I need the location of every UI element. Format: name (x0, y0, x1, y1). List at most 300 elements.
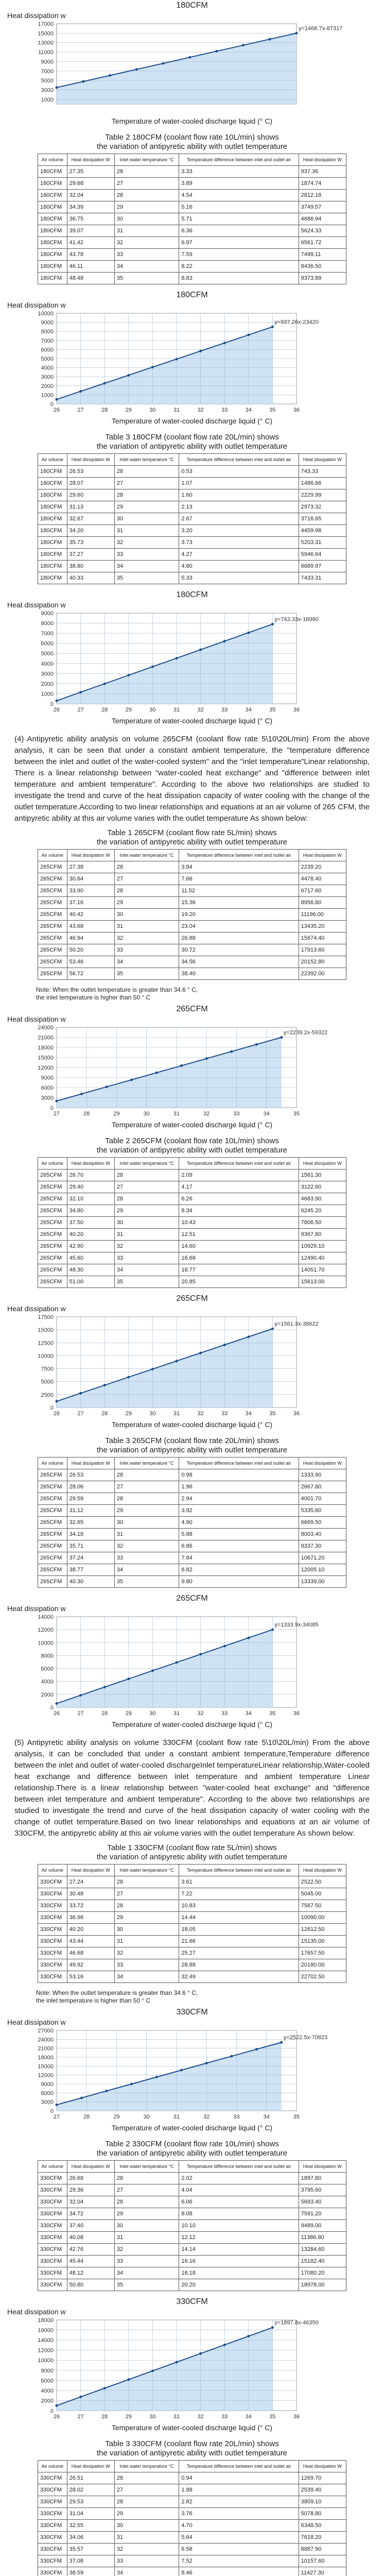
table-cell: 33 (114, 549, 179, 561)
table-cell: 6.58 (179, 2544, 299, 2555)
table-cell: 20.85 (179, 1276, 299, 1288)
table-cell: 2667.80 (299, 1481, 346, 1493)
table-cell: 330CFM (38, 1947, 67, 1959)
x-tick-label: 30 (143, 2114, 150, 2120)
table-cell: 20.20 (179, 2279, 299, 2291)
table-header-cell: Heat dissipation W (67, 2161, 114, 2173)
table-cell: 265CFM (38, 897, 67, 909)
table-cell: 13284.60 (299, 2244, 346, 2256)
table-cell: 33 (114, 944, 179, 956)
trendline-equation: y=1333.9x-34085 (274, 1622, 319, 1629)
table-header-row (38, 1158, 346, 1170)
table-row (38, 1229, 346, 1241)
table-cell: 265CFM (38, 1529, 67, 1540)
table-cell: 3.73 (179, 537, 299, 549)
table-cell: 32 (114, 2544, 179, 2555)
data-point (280, 1036, 283, 1039)
table-row (38, 1193, 346, 1205)
table-header-cell: Air volume (38, 154, 67, 166)
table-cell: 30 (114, 909, 179, 921)
table-cell: 265CFM (38, 956, 67, 968)
table-cell: 34 (114, 261, 179, 273)
table-cell: 180CFM (38, 489, 67, 501)
table-cell: 32 (114, 2244, 179, 2256)
table-cell: 330CFM (38, 2567, 67, 2576)
data-point (230, 2055, 233, 2058)
table-cell: 34 (114, 1971, 179, 1983)
data-point (247, 1637, 250, 1639)
data-point (79, 2396, 82, 2398)
x-tick-label: 26 (53, 1710, 60, 1717)
table-cell: 8.82 (179, 1564, 299, 1576)
x-tick-label: 30 (149, 1710, 156, 1717)
table-cell: 21.66 (179, 1936, 299, 1947)
table-row (38, 525, 346, 537)
x-tick-label: 30 (149, 707, 156, 713)
table-cell: 265CFM (38, 1552, 67, 1564)
table-cell: 35 (114, 1576, 179, 1588)
table-header-cell: Heat dissipation W (299, 2161, 346, 2173)
y-tick-label: 6000 (41, 1085, 54, 1091)
table-cell: 27.38 (67, 861, 114, 873)
y-tick-label: 1000 (41, 392, 54, 399)
table-cell: 35.73 (67, 537, 114, 549)
table-cell: 12.12 (179, 2232, 299, 2244)
x-tick-label: 31 (173, 1710, 180, 1717)
table-cell: 14.44 (179, 1912, 299, 1924)
table-cell: 4.17 (179, 1181, 299, 1193)
data-point (205, 1057, 208, 1060)
table-cell: 12005.10 (299, 1564, 346, 1576)
data-point (56, 1100, 58, 1103)
chart-svg (0, 2316, 384, 2424)
table-cell: 27.35 (67, 166, 114, 178)
x-tick-label: 28 (83, 2114, 90, 2120)
chart-ylabel: Heat dissipation w (7, 1604, 66, 1613)
table-row (38, 1264, 346, 1276)
chart-xlabel: Temperature of water-cooled discharge liquid (° C) (111, 2424, 273, 2432)
data-point (56, 398, 58, 401)
x-tick-label: 32 (203, 2114, 210, 2120)
x-tick-label: 31 (173, 707, 180, 713)
table-row (38, 2567, 346, 2576)
table-cell: 265CFM (38, 1540, 67, 1552)
table-row (38, 249, 346, 261)
table-row (38, 261, 346, 273)
table-row (38, 2484, 346, 2496)
data-point (56, 2404, 58, 2407)
table-cell: 3.84 (179, 861, 299, 873)
table-cell: 13339.00 (299, 1576, 346, 1588)
table-cell: 265CFM (38, 1229, 67, 1241)
table-cell: 17913.60 (299, 944, 346, 956)
table-cell: 28 (114, 1900, 179, 1912)
table-header-cell: Temperature difference between inlet and outlet air (179, 1865, 299, 1876)
table-cell: 43.44 (67, 1936, 114, 1947)
table-cell: 0.94 (179, 2472, 299, 2484)
table-cell: 31 (114, 921, 179, 933)
table-row (38, 1947, 346, 1959)
data-point (103, 382, 106, 384)
chart-title: 330CFM (176, 2008, 208, 2016)
table-row (38, 2196, 346, 2208)
table-header-cell: Air volume (38, 2161, 67, 2173)
table-cell: 53.46 (67, 956, 114, 968)
data-point (176, 657, 178, 659)
x-tick-label: 28 (101, 407, 108, 413)
chart-title: 330CFM (176, 2297, 208, 2306)
table-row (38, 213, 346, 225)
data-point (180, 2069, 183, 2072)
table-cell: 9367.80 (299, 1229, 346, 1241)
table-row (38, 1936, 346, 1947)
table-row (38, 921, 346, 933)
table-row (38, 273, 346, 284)
table-row (38, 1276, 346, 1288)
table-cell: 6689.97 (299, 561, 346, 572)
table-cell: 28.06 (67, 1481, 114, 1493)
y-tick-label: 0 (50, 2408, 54, 2414)
table-cell: 2.67 (179, 513, 299, 525)
table-cell: 31 (114, 2232, 179, 2244)
table-cell: 31.04 (67, 2508, 114, 2520)
table-header-cell: Inlet water temperature °C (114, 454, 179, 466)
data-point (109, 74, 111, 77)
table-row (38, 944, 346, 956)
data-point (223, 1344, 226, 1346)
y-tick-label: 0 (50, 1105, 54, 1111)
y-tick-label: 2000 (41, 681, 54, 687)
table-cell: 37.50 (67, 1217, 114, 1229)
table-row (38, 873, 346, 885)
table-row (38, 1217, 346, 1229)
table-cell: 3.89 (179, 178, 299, 190)
data-point (271, 326, 274, 328)
table-cell: 330CFM (38, 1936, 67, 1947)
table-cell: 27 (114, 2184, 179, 2196)
table-cell: 0.98 (179, 1469, 299, 1481)
table-cell: 32.04 (67, 2196, 114, 2208)
y-tick-label: 5000 (41, 651, 54, 657)
data-point (151, 1368, 154, 1370)
table-cell: 2.09 (179, 1170, 299, 1181)
y-tick-label: 14000 (38, 1614, 54, 1620)
table-cell: 33.72 (67, 1900, 114, 1912)
table-cell: 265CFM (38, 1469, 67, 1481)
table-cell: 29 (114, 501, 179, 513)
table-cell: 5.71 (179, 213, 299, 225)
table-cell: 265CFM (38, 1576, 67, 1588)
table-header-cell: Heat dissipation W (67, 154, 114, 166)
table-row (38, 1529, 346, 1540)
chart-xlabel: Temperature of water-cooled discharge liquid (° C) (111, 717, 273, 725)
table-row (38, 1552, 346, 1564)
x-tick-label: 27 (53, 1111, 60, 1117)
table-cell: 32.49 (179, 1971, 299, 1983)
table-cell: 18.77 (179, 1264, 299, 1276)
data-point (247, 1335, 250, 1338)
table-cell: 40.08 (67, 2232, 114, 2244)
table-cell: 29.53 (67, 2496, 114, 2508)
table-cell: 38.80 (67, 561, 114, 572)
y-tick-label: 16000 (38, 2327, 54, 2334)
y-tick-label: 18000 (38, 2055, 54, 2061)
table-cell: 1897.80 (299, 2173, 346, 2184)
x-tick-label: 32 (203, 1111, 210, 1117)
table-cell: 7806.50 (299, 1217, 346, 1229)
table-cell: 37.16 (67, 897, 114, 909)
table-cell: 265CFM (38, 1564, 67, 1576)
y-tick-label: 9000 (41, 2081, 54, 2088)
table-header-cell: Heat dissipation W (67, 1865, 114, 1876)
table-cell: 29 (114, 2508, 179, 2520)
data-point (205, 2062, 208, 2064)
data-point (199, 1352, 202, 1354)
table-cell: 30 (114, 213, 179, 225)
chart-title: 180CFM (176, 291, 208, 299)
x-tick-label: 27 (53, 2114, 60, 2120)
data-point (199, 649, 202, 651)
table-row (38, 549, 346, 561)
chart-svg (0, 20, 384, 117)
table-cell: 8.83 (179, 273, 299, 284)
table-cell: 7618.20 (299, 2532, 346, 2544)
table-cell: 33 (114, 1959, 179, 1971)
chart-f3 (0, 590, 384, 730)
table-row (38, 166, 346, 178)
table-cell: 3749.57 (299, 201, 346, 213)
table-row (38, 2532, 346, 2544)
x-tick-label: 26 (53, 1411, 60, 1417)
table-cell: 34 (114, 2267, 179, 2279)
data-point (82, 80, 84, 83)
table-cell: 31.13 (67, 501, 114, 513)
data-point (199, 2352, 202, 2355)
table-header-row (38, 154, 346, 166)
data-point (271, 1629, 274, 1631)
table-cell: 34.39 (67, 201, 114, 213)
y-tick-label: 5000 (41, 78, 54, 84)
table-cell: 1.88 (179, 2484, 299, 2496)
table-header-cell: Temperature difference between inlet and outlet air (179, 154, 299, 166)
table-header-cell: Heat dissipation W (299, 1865, 346, 1876)
y-tick-label: 2000 (41, 383, 54, 389)
table-row (38, 1540, 346, 1552)
x-tick-label: 35 (269, 407, 276, 413)
table-cell: 265CFM (38, 944, 67, 956)
chart-ylabel: Heat dissipation w (7, 601, 66, 609)
table-cell: 1333.90 (299, 1469, 346, 1481)
table-cell: 743.33 (299, 466, 346, 478)
table-row (38, 1505, 346, 1517)
table-header-cell: Heat dissipation W (299, 2461, 346, 2472)
x-tick-label: 34 (245, 1710, 252, 1717)
trendline-equation: y=2239.2x-59322 (283, 1029, 328, 1036)
trendline-equation: y=743.33x-18980 (274, 616, 319, 623)
table-cell: 3.33 (179, 166, 299, 178)
table-cell: 3795.60 (299, 2184, 346, 2196)
x-tick-label: 32 (197, 1710, 204, 1717)
table-cell: 330CFM (38, 1900, 67, 1912)
table-row (38, 1924, 346, 1936)
table-header-cell: Heat dissipation W (67, 850, 114, 861)
x-tick-label: 36 (293, 407, 300, 413)
table-cell: 10929.10 (299, 1241, 346, 1252)
table-cell: 3.76 (179, 2508, 299, 2520)
data-point (176, 358, 178, 360)
table-cell: 8003.40 (299, 1529, 346, 1540)
table-caption: Table 3 180CFM (coolant flow rate 20L/min) shows the variation of antipyretic ability with outlet temperature (96, 433, 288, 451)
table-cell: 34 (114, 956, 179, 968)
y-tick-label: 15000 (38, 30, 54, 37)
table-cell: 330CFM (38, 2220, 67, 2232)
table-cell: 35 (114, 1276, 179, 1288)
table-cell: 27 (114, 478, 179, 489)
y-tick-label: 21000 (38, 1035, 54, 1041)
table-cell: 3.92 (179, 1505, 299, 1517)
table-cell: 9373.89 (299, 273, 346, 284)
table-cell: 15613.00 (299, 1276, 346, 1288)
table-cell: 17080.20 (299, 2267, 346, 2279)
y-tick-label: 6000 (41, 1666, 54, 1672)
table-cell: 265CFM (38, 933, 67, 944)
x-tick-label: 32 (197, 707, 204, 713)
table-cell: 31 (114, 225, 179, 237)
table-cell: 32 (114, 237, 179, 249)
table-header-cell: Heat dissipation W (299, 154, 346, 166)
y-tick-label: 9000 (41, 59, 54, 65)
table-cell: 29 (114, 1205, 179, 1217)
table-cell: 34 (114, 1564, 179, 1576)
table-row (38, 489, 346, 501)
table-cell: 3122.60 (299, 1181, 346, 1193)
table-cell: 31 (114, 525, 179, 537)
y-tick-label: 10000 (38, 1353, 54, 1360)
table-cell: 31 (114, 1936, 179, 1947)
table-cell: 29 (114, 1505, 179, 1517)
table-cell: 34.80 (67, 1205, 114, 1217)
data-point (230, 1050, 233, 1053)
y-tick-label: 7000 (41, 68, 54, 75)
table-cell: 330CFM (38, 2496, 67, 2508)
table-cell: 10671.20 (299, 1552, 346, 1564)
chart-ylabel: Heat dissipation w (7, 301, 66, 309)
y-tick-label: 2000 (41, 2398, 54, 2404)
x-tick-label: 30 (149, 1411, 156, 1417)
table-cell: 5624.33 (299, 225, 346, 237)
table-cell: 330CFM (38, 2267, 67, 2279)
table-row (38, 1900, 346, 1912)
table-header-cell: Heat dissipation W (299, 1458, 346, 1469)
x-tick-label: 28 (101, 2414, 108, 2420)
table-row (38, 478, 346, 489)
table-cell: 2239.20 (299, 861, 346, 873)
table-cell: 7499.11 (299, 249, 346, 261)
table-cell: 14.60 (179, 1241, 299, 1252)
table-row (38, 1564, 346, 1576)
x-tick-label: 29 (113, 1111, 120, 1117)
table-cell: 330CFM (38, 1924, 67, 1936)
y-tick-label: 0 (50, 1405, 54, 1411)
table-cell: 31 (114, 2532, 179, 2544)
table-cell: 5946.64 (299, 549, 346, 561)
chart-title: 265CFM (176, 1294, 208, 1303)
paragraph: (4) Antipyretic ability analysis on volume 265CFM (coolant flow rate 5\10\20L/min) From the above analysis, it can be seen that under a constant ambient temperature, the "temperature difference between the inlet and outlet of the water-cooled system" and the "inlet temperature"Linear relationship, There is a linear relationship between "water-cooled heat exchange" and "difference between inlet temperature and ambient temperature". According to the above two relationships are studied to investigate the trend and curve of the heat dissipation capacity of water cooling with the change of the outlet temperature.According to two linear relationships and equations at an air volume of 265 CFM, the antipyretic ability at this air volume varies with the outlet temperature As shown below: (14, 735, 370, 823)
data-table (38, 849, 346, 980)
table-cell: 180CFM (38, 525, 67, 537)
y-tick-label: 8000 (41, 2367, 54, 2374)
table-cell: 265CFM (38, 1481, 67, 1493)
table-cell: 7.52 (179, 2555, 299, 2567)
data-point (56, 700, 58, 702)
table-cell: 9489.00 (299, 2220, 346, 2232)
table-cell: 27 (114, 1481, 179, 1493)
chart-xlabel: Temperature of water-cooled discharge liquid (° C) (111, 2124, 273, 2132)
table-row (38, 2555, 346, 2567)
chart-f5 (0, 1294, 384, 1433)
table-cell: 0.53 (179, 466, 299, 478)
table-cell: 3716.65 (299, 513, 346, 525)
table-header-cell: Air volume (38, 1158, 67, 1170)
y-tick-label: 13000 (38, 40, 54, 46)
x-tick-label: 27 (77, 1411, 84, 1417)
table-cell: 53.16 (67, 1971, 114, 1983)
y-tick-label: 3000 (41, 374, 54, 381)
table-header-cell: Air volume (38, 454, 67, 466)
table-row (38, 1576, 346, 1588)
table-cell: 265CFM (38, 1193, 67, 1205)
table-cell: 33 (114, 2256, 179, 2267)
data-point (80, 1093, 83, 1095)
table-cell: 11196.00 (299, 909, 346, 921)
data-point (242, 44, 245, 46)
y-tick-label: 2000 (41, 1691, 54, 1698)
y-tick-label: 7000 (41, 337, 54, 344)
table-cell: 26.51 (67, 2472, 114, 2484)
y-tick-label: 15000 (38, 1327, 54, 1334)
chart-svg (0, 1023, 384, 1121)
chart-f2 (0, 291, 384, 430)
y-tick-label: 12500 (38, 1340, 54, 1347)
chart-ylabel: Heat dissipation w (7, 2308, 66, 2316)
table-row (38, 178, 346, 190)
table-cell: 4.27 (179, 549, 299, 561)
table-cell: 5335.60 (299, 1505, 346, 1517)
table-cell: 330CFM (38, 1912, 67, 1924)
table-cell: 330CFM (38, 2244, 67, 2256)
table-cell: 265CFM (38, 1217, 67, 1229)
table-cell: 180CFM (38, 572, 67, 584)
table-cell: 34.20 (67, 525, 114, 537)
table-cell: 4.04 (179, 2184, 299, 2196)
x-tick-label: 34 (263, 2114, 270, 2120)
table-cell: 330CFM (38, 2508, 67, 2520)
table-cell: 30 (114, 513, 179, 525)
trendline-equation: y=1468.7x-87317 (299, 25, 343, 32)
table-cell: 180CFM (38, 501, 67, 513)
table-cell: 1.07 (179, 478, 299, 489)
table-header-cell: Heat dissipation W (67, 2461, 114, 2472)
table-cell: 18978.00 (299, 2279, 346, 2291)
table-cell: 180CFM (38, 549, 67, 561)
data-point (130, 2083, 133, 2086)
data-point (103, 1384, 106, 1386)
y-tick-label: 6000 (41, 2378, 54, 2384)
table-row (38, 2208, 346, 2220)
table-cell: 11427.30 (299, 2567, 346, 2576)
x-tick-label: 27 (77, 1710, 84, 1717)
x-tick-label: 30 (149, 2414, 156, 2420)
